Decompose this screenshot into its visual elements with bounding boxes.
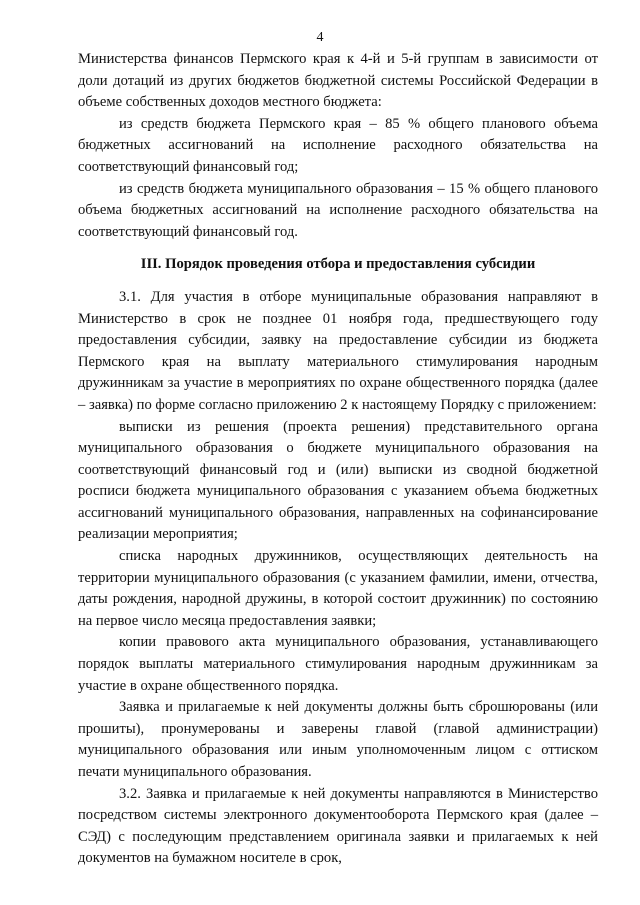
paragraph-continuation: Министерства финансов Пермского края к 4-й и 5-й группам в зависимости от доли дотаций из других бюджетов бюджетной системы Российской Федерации в объеме собственных доходов местного бюджета: bbox=[78, 51, 598, 111]
page-number: 4 bbox=[316, 30, 324, 45]
paragraph-application-binding: Заявка и прилагаемые к ней документы должны быть сброшюрованы (или прошиты), пронумерованы и заверены главой (главой администрации) муниципального образования или иным уполномоченным лицом с оттиском печати муниципального образования. bbox=[78, 699, 598, 780]
paragraph-3-2: 3.2. Заявка и прилагаемые к ней документы направляются в Министерство посредством системы электронного документооборота Пермского края (далее – СЭД) с последующим представлением оригинала заявки и прилагаемых к ней документов на бумажном носителе в срок, bbox=[78, 785, 598, 867]
paragraph-volunteer-list: списка народных дружинников, осуществляющих деятельность на территории муниципального образования (с указанием фамилии, имени, отчества, даты рождения, народной дружины, в которой состоит дружинник) по состоянию на первое число месяца предоставления заявки; bbox=[78, 548, 598, 629]
paragraph-municipal-share: из средств бюджета муниципального образования – 15 % общего планового объема бюджетных ассигнований на исполнение расходного обязательства на соответствующий финансовый год. bbox=[78, 180, 598, 240]
paragraph-3-1: 3.1. Для участия в отборе муниципальные образования направляют в Министерство в срок не позднее 01 ноября года, предшествующего году предоставления субсидии, заявку на предоставление субсидии из бюджета Пермского края на выплату материального стимулирования народным дружинникам за участие в мероприятиях по охране общественного порядка (далее – заявка) по форме согласно приложению 2 к настоящему Порядку с приложением: bbox=[78, 288, 598, 413]
paragraph-budget-extract: выписки из решения (проекта решения) представительного органа муниципального образования о бюджете муниципального образования на соответствующий финансовый год и (или) выписки из сводной бюджетной росписи бюджета муниципального образования с указанием объема бюджетных ассигнований муниципального образования, направленных на софинансирование реализации мероприятия; bbox=[78, 418, 598, 543]
paragraph-legal-act: копии правового акта муниципального образования, устанавливающего порядок выплаты материального стимулирования народным дружинникам за участие в охране общественного порядка. bbox=[78, 634, 598, 694]
paragraph-regional-share: из средств бюджета Пермского края – 85 % общего планового объема бюджетных ассигнований на исполнение расходного обязательства на соответствующий финансовый год; bbox=[78, 115, 598, 175]
section-heading: III. Порядок проведения отбора и предоставления субсидии bbox=[140, 256, 536, 273]
document-body bbox=[78, 49, 598, 870]
